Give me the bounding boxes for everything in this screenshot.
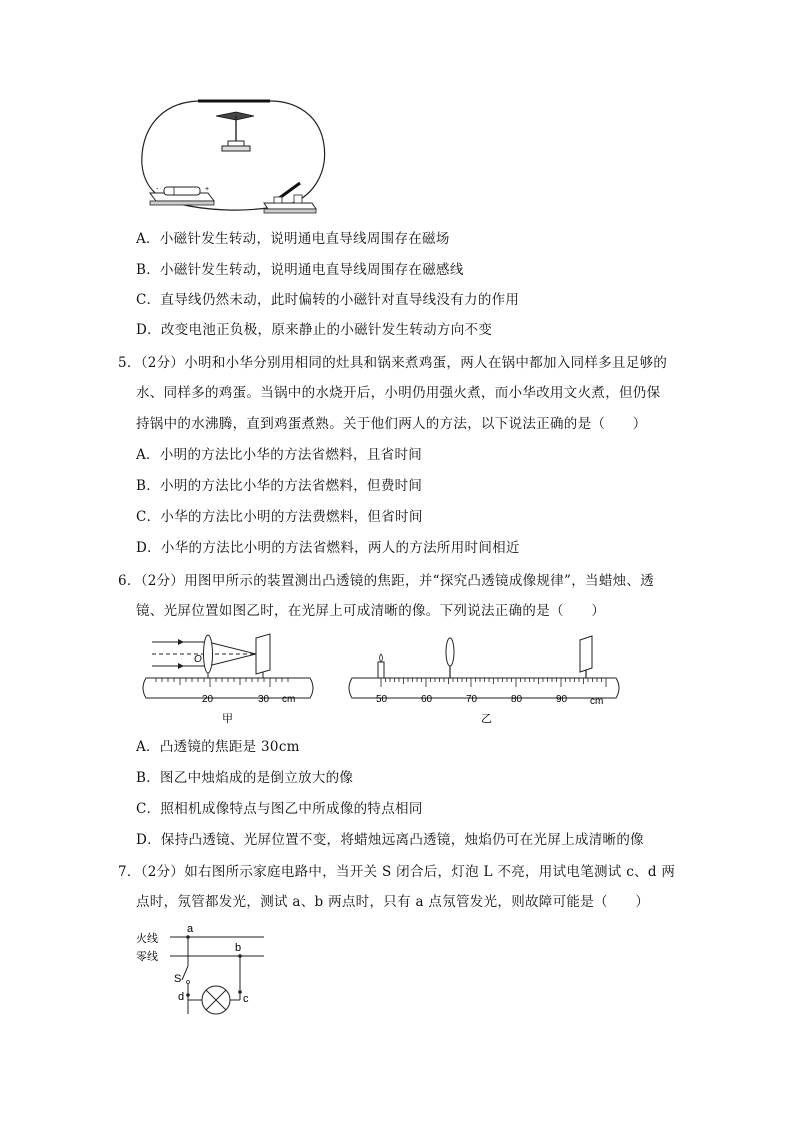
q5-option-d: D．小华的方法比小明的方法省燃料，两人的方法所用时间相近 xyxy=(136,540,520,556)
svg-text:-: - xyxy=(156,186,159,193)
q5-stem-line-3: 持锅中的水沸腾，直到鸡蛋煮熟。关于他们两人的方法，以下说法正确的是（ ） xyxy=(136,416,647,432)
figure-caption-yi: 乙 xyxy=(481,713,492,725)
switch-s-label: S xyxy=(174,973,182,985)
q7-stem-line-2: 点时，氖管都发光，测试 a、b 两点时，只有 a 点氖管发光，则故障可能是（ ） xyxy=(136,894,650,910)
q5-option-b: B．小明的方法比小华的方法省燃料，但费时间 xyxy=(136,478,423,494)
point-c-label: c xyxy=(243,993,249,1005)
q4-option-c: C．直导线仍然未动，此时偏转的小磁针对直导线没有力的作用 xyxy=(136,292,520,308)
ruler-tick-90: 90 xyxy=(556,694,568,705)
q6-stem-line-1: 6．（2分）用图甲所示的装置测出凸透镜的焦距，并“探究凸透镜成像规律”，当蜡烛、透 xyxy=(118,573,655,589)
q7-stem-line-1: 7．（2分）如右图所示家庭电路中，当开关 S 闭合后，灯泡 L 不亮，用试电笔测试 c、d 两 xyxy=(118,864,676,880)
q5-option-c: C．小华的方法比小明的方法费燃料，但省时间 xyxy=(136,509,423,525)
ruler-tick-80: 80 xyxy=(511,694,523,705)
q6-option-d: D．保持凸透镜、光屏位置不变，将蜡烛远离凸透镜，烛焰仍可在光屏上成清晰的像 xyxy=(136,832,644,848)
q4-option-a: A．小磁针发生转动，说明通电直导线周围存在磁场 xyxy=(136,231,450,247)
ruler-unit-cm: cm xyxy=(590,696,604,707)
ruler-unit-cm: cm xyxy=(282,694,296,705)
lens-focal-figure-jia xyxy=(138,632,320,728)
focus-label: O xyxy=(194,654,202,665)
figure-caption-jia: 甲 xyxy=(222,713,233,725)
point-a-label: a xyxy=(187,923,194,935)
q6-stem-line-2: 镜、光屏位置如图乙时，在光屏上可成清晰的像。下列说法正确的是（ ） xyxy=(136,603,606,619)
ruler-tick-70: 70 xyxy=(466,694,478,705)
q6-option-a: A．凸透镜的焦距是 30cm xyxy=(136,739,300,755)
live-wire-label: 火线 xyxy=(136,933,158,945)
q4-option-d: D．改变电池正负极，原来静止的小磁针发生转动方向不变 xyxy=(136,322,493,338)
ruler-tick-20: 20 xyxy=(202,694,214,705)
q5-stem-line-2: 水、同样多的鸡蛋。当锅中的水烧开后，小明仍用强火煮，而小华改用文火煮，但仍保 xyxy=(136,385,661,401)
ruler-tick-60: 60 xyxy=(421,694,433,705)
q5-option-a: A．小明的方法比小华的方法省燃料，且省时间 xyxy=(136,447,423,463)
ruler-tick-30: 30 xyxy=(258,694,270,705)
optical-bench-figure-yi xyxy=(340,632,630,728)
q5-stem-line-1: 5．（2分）小明和小华分别用相同的灶具和锅来煮鸡蛋，两人在锅中都加入同样多且足够的 xyxy=(118,355,668,371)
ruler-tick-50: 50 xyxy=(376,694,388,705)
svg-text:+: + xyxy=(205,186,210,193)
household-circuit-figure xyxy=(136,922,276,1022)
point-b-label: b xyxy=(235,942,242,954)
q6-option-c: C．照相机成像特点与图乙中所成像的特点相同 xyxy=(136,801,423,817)
neutral-wire-label: 零线 xyxy=(136,951,158,963)
q4-option-b: B．小磁针发生转动，说明通电直导线周围存在磁感线 xyxy=(136,262,464,278)
oersted-figure xyxy=(136,95,336,220)
point-d-label: d xyxy=(178,991,185,1003)
q6-option-b: B．图乙中烛焰成的是倒立放大的像 xyxy=(136,770,354,786)
